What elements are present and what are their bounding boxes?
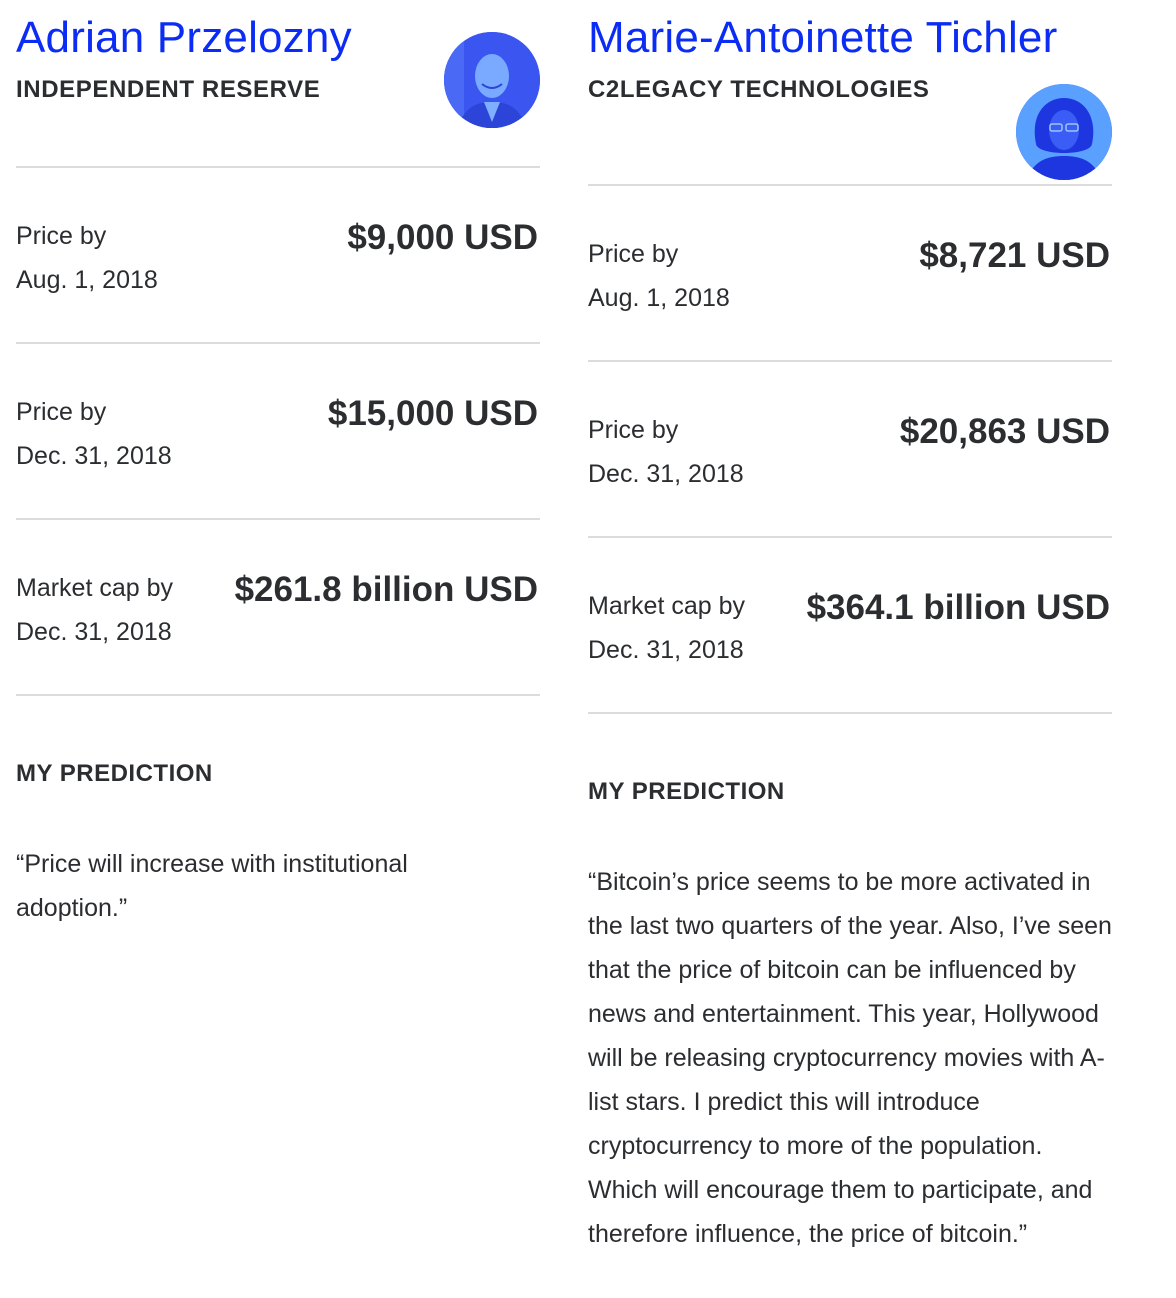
row-date: Dec. 31, 2018 (16, 442, 172, 470)
row-label: Price by (16, 398, 107, 426)
prediction-row (588, 538, 1112, 714)
person-card-adrian (16, 0, 540, 930)
prediction-row (588, 186, 1112, 362)
prediction-row (588, 362, 1112, 538)
prediction-heading: MY PREDICTION (588, 778, 785, 805)
row-value: $20,863 USD (899, 412, 1110, 451)
row-label: Market cap by (16, 574, 174, 602)
person-name: Adrian Przelozny (16, 13, 352, 62)
row-value: $364.1 billion USD (806, 588, 1110, 627)
person-organization: C2LEGACY TECHNOLOGIES (588, 76, 930, 103)
prediction-row (16, 168, 540, 344)
row-date: Dec. 31, 2018 (588, 460, 744, 488)
person-organization: INDEPENDENT RESERVE (16, 76, 321, 103)
person-card-marie (588, 0, 1112, 1256)
row-value: $15,000 USD (327, 394, 538, 433)
person-name: Marie-Antoinette Tichler (588, 13, 1058, 62)
row-value: $8,721 USD (919, 236, 1110, 275)
row-date: Aug. 1, 2018 (588, 284, 730, 312)
avatar (444, 32, 540, 128)
row-label: Price by (16, 222, 107, 250)
prediction-quote: “Price will increase with institutional adoption.” (16, 850, 408, 922)
row-label: Price by (588, 240, 679, 268)
prediction-row (16, 520, 540, 696)
avatar (1016, 84, 1112, 180)
prediction-row (16, 344, 540, 520)
row-date: Dec. 31, 2018 (16, 618, 172, 646)
card-header (16, 12, 540, 168)
row-value: $9,000 USD (347, 218, 538, 257)
row-date: Dec. 31, 2018 (588, 636, 744, 664)
row-value: $261.8 billion USD (234, 570, 538, 609)
row-date: Aug. 1, 2018 (16, 266, 158, 294)
prediction-heading: MY PREDICTION (16, 760, 213, 787)
card-header (588, 12, 1112, 186)
row-label: Market cap by (588, 592, 746, 620)
row-label: Price by (588, 416, 679, 444)
prediction-quote: “Bitcoin’s price seems to be more activated in the last two quarters of the year. Also, I’ve seen that the price of bitcoin can be influenced by news and entertainment. This year, Hollywood will be releasing cryptocurrency movies with A-list stars. I predict this will introduce cryptocurrency to more of the population. Which will encourage them to participate, and therefore influence, the price of bitcoin.” (588, 868, 1112, 1248)
